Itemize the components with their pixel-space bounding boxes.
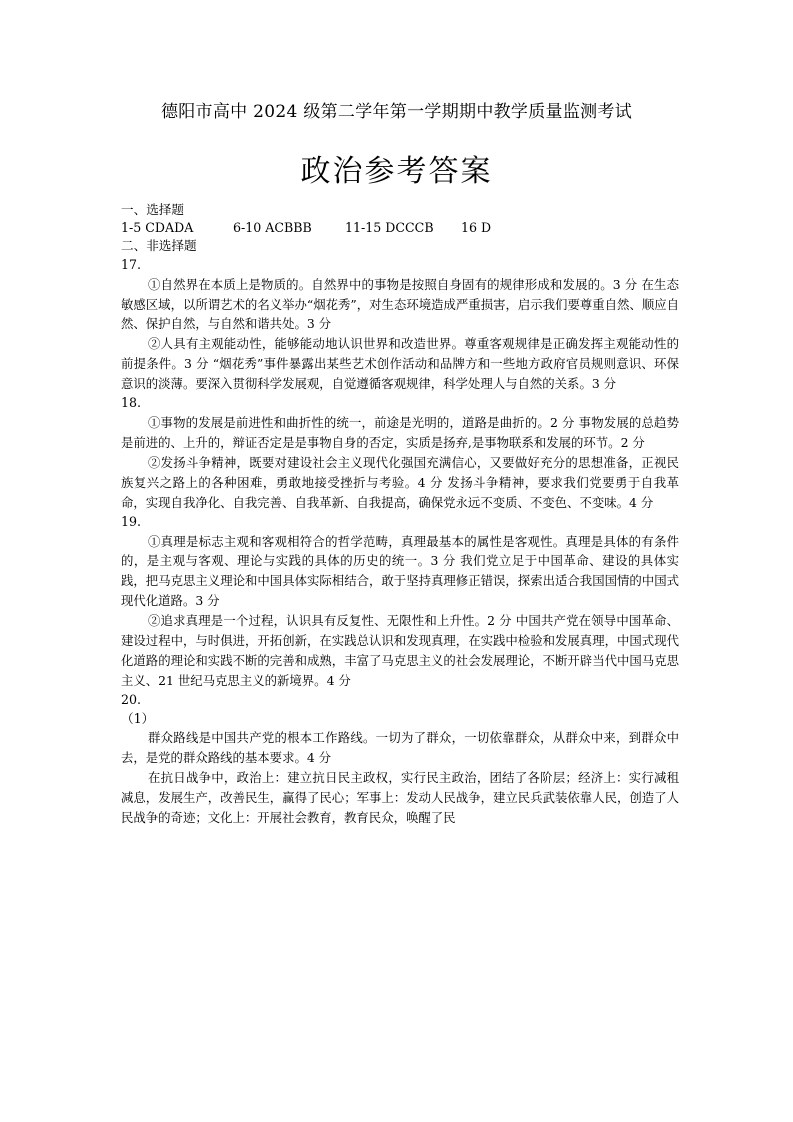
choice-answer-2: 6-10 ACBBB — [233, 220, 312, 236]
question-number: 19. — [121, 513, 142, 529]
sub-question-label: （1） — [121, 710, 155, 726]
choice-answers — [121, 219, 679, 237]
question-number: 18. — [121, 395, 142, 411]
answer-paragraph: 群众路线是中国共产党的根本工作路线。一切为了群众，一切依靠群众，从群众中来，到群众中去，是党的群众路线的基本要求。4 分 — [121, 730, 679, 765]
question-number: 20. — [121, 691, 142, 707]
answer-paragraph: ①自然界在本质上是物质的。自然界中的事物是按照自身固有的规律形成和发展的。3 分 在生态敏感区域，以所谓艺术的名义举办“烟花秀”，对生态环境造成严重损害，启示我们要尊重自然、顺应自然、保护自然，与自然和谐共处。3 分 — [121, 276, 679, 332]
answer-paragraph: ①事物的发展是前进性和曲折性的统一，前途是光明的，道路是曲折的。2 分 事物发展的总趋势是前进的、上升的，辩证否定是是事物自身的否定，实质是扬弃,是事物联系和发展的环节。2 分 — [121, 415, 679, 450]
section-heading-nonchoice: 二、非选择题 — [121, 238, 197, 254]
question-number: 17. — [121, 256, 142, 272]
answer-paragraph: 在抗日战争中，政治上：建立抗日民主政权，实行民主政治，团结了各阶层；经济上：实行减租减息，发展生产，改善民生，赢得了民心；军事上：发动人民战争，建立民兵武装依靠人民，创造了人民战争的奇迹；文化上：开展社会教育，教育民众，唤醒了民 — [121, 769, 679, 825]
choice-answer-4: 16 D — [461, 220, 492, 236]
answer-paragraph: ②人具有主观能动性，能够能动地认识世界和改造世界。尊重客观规律是正确发挥主观能动性的前提条件。3 分 “烟花秀”事件暴露出某些艺术创作活动和品牌方和一些地方政府官员规则意识、环保意识的淡薄。要深入贯彻科学发展观，自觉遵循客观规律，科学处理人与自然的关系。3 分 — [121, 336, 679, 392]
answer-paragraph: ②追求真理是一个过程，认识具有反复性、无限性和上升性。2 分 中国共产党在领导中国革命、建设过程中，与时俱进，开拓创新，在实践总认识和发现真理，在实践中检验和发展真理，中国式现代化道路的理论和实践不断的完善和成熟，丰富了马克思主义的社会发展理论，不断开辟当代中国马克思主义、21 世纪马克思主义的新境界。4 分 — [121, 613, 679, 688]
answer-paragraph: ①真理是标志主观和客观相符合的哲学范畴，真理最基本的属性是客观性。真理是具体的有条件的，是主观与客观、理论与实践的具体的历史的统一。3 分 我们党立足于中国革命、建设的具体实践，把马克思主义理论和中国具体实际相结合，敢于坚持真理修正错误，探索出适合我国国情的中国式现代化道路。3 分 — [121, 533, 679, 609]
page-title: 政治参考答案 — [300, 154, 493, 189]
answer-paragraph: ②发扬斗争精神，既要对建设社会主义现代化强国充满信心，又要做好充分的思想准备，正视民族复兴之路上的各种困难，勇敢地接受挫折与考验。4 分 发扬斗争精神，要求我们党要勇于自我革命，实现自我净化、自我完善、自我革新、自我提高，确保党永远不变质、不变色、不变味。4 分 — [121, 454, 679, 510]
answer-body — [121, 201, 679, 828]
choice-answer-1: 1-5 CDADA — [121, 220, 194, 236]
exam-subtitle: 德阳市高中 2024 级第二学年第一学期期中教学质量监测考试 — [160, 102, 633, 122]
choice-answer-3: 11-15 DCCCB — [345, 220, 434, 236]
section-heading-choice: 一、选择题 — [121, 202, 184, 217]
